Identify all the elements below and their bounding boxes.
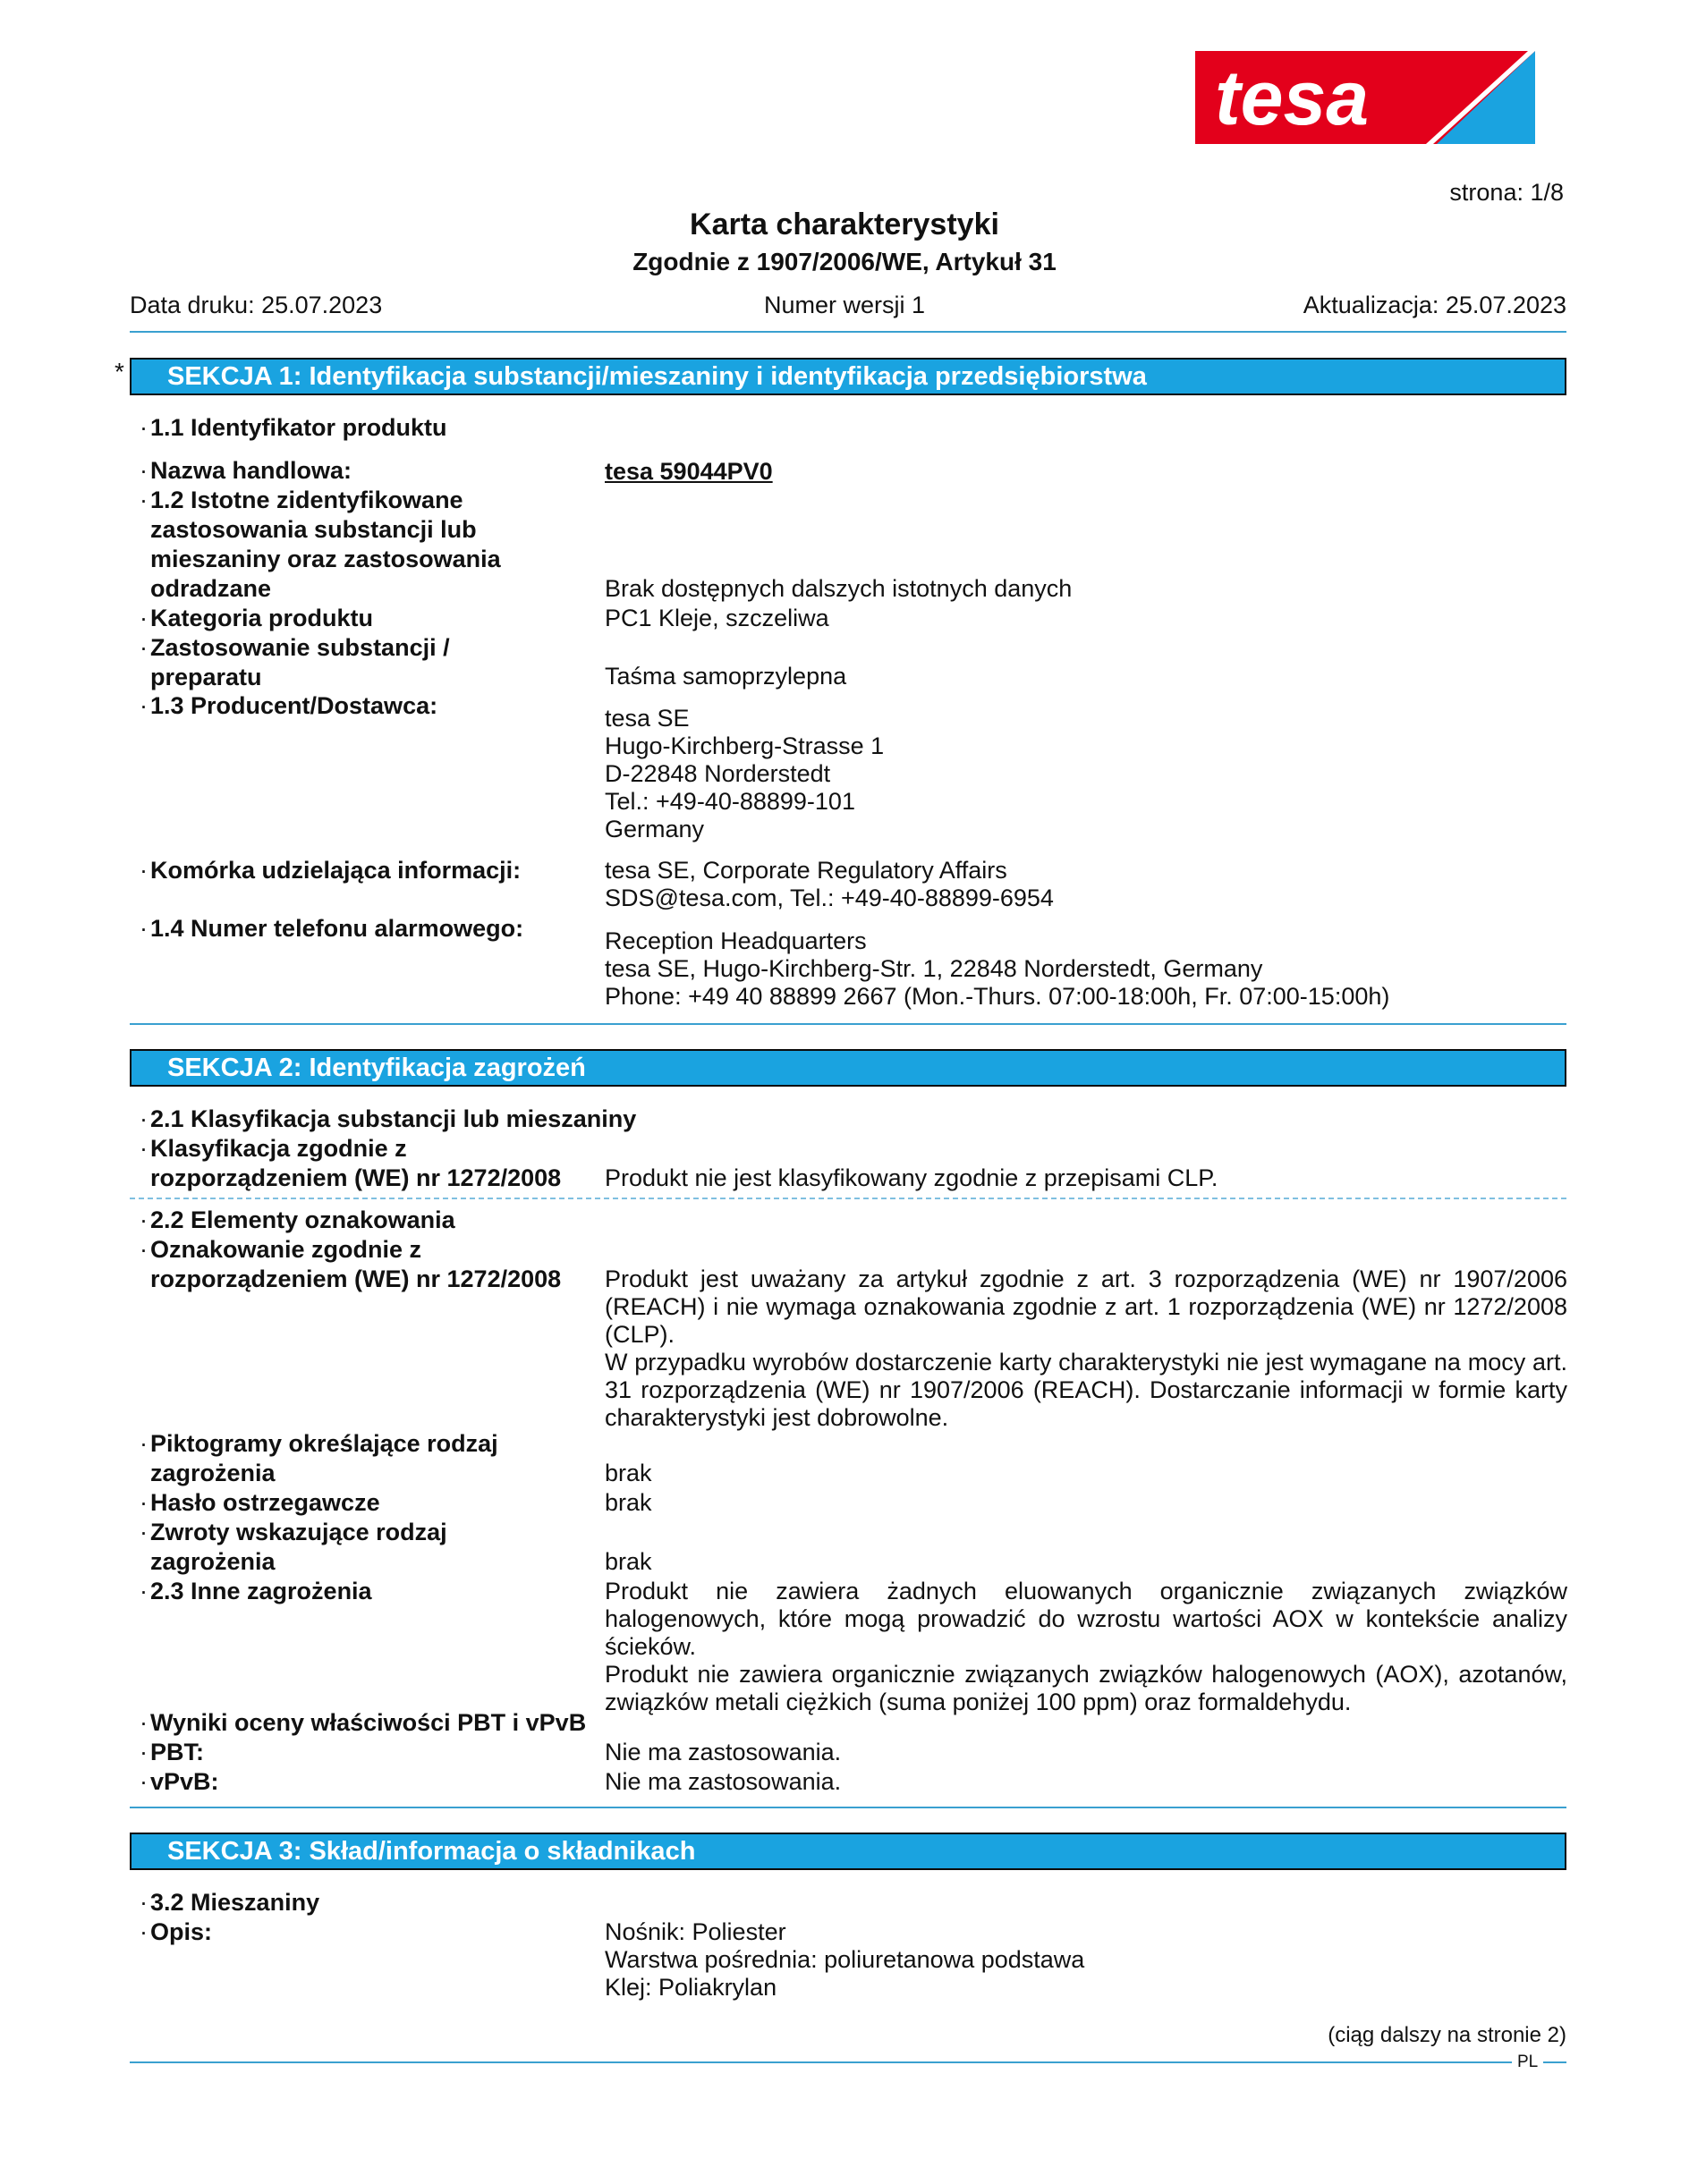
section-2-rule xyxy=(130,1807,1566,1808)
emergency-value: Reception Headquarters tesa SE, Hugo-Kirchberg-Str. 1, 22848 Norderstedt, Germany Phone: +49 40 88899 2667 (Mon.-Thurs. 07:00-18:00h, Fr. 07:00-15:00h) xyxy=(605,927,1390,1010)
info-label: · Komórka udzielająca informacji: xyxy=(140,857,522,884)
other-hazards-value: Produkt nie zawiera żadnych eluowanych organicznie związanych związków halogenowych, które mogą prowadzić do wzrostu wartości AOX w kontekście analizy ścieków. Produkt nie zawiera organicznie związanych związków halogenowych (AOX), azotanów, związków metali ciężkich (suma poniżej 100 ppm) oraz formaldehydu. xyxy=(605,1578,1567,1715)
use-label: · Zastosowanie substancji / preparatu xyxy=(140,634,450,690)
version-number: Numer wersji 1 xyxy=(763,292,926,318)
header-rule xyxy=(130,331,1566,333)
emergency-label: · 1.4 Numer telefonu alarmowego: xyxy=(140,915,524,942)
s1-2-label: · 1.2 Istotne zidentyfikowane zastosowania substancji lub mieszaniny oraz zastosowania odradzane xyxy=(140,487,501,602)
classification-label: · Klasyfikacja zgodnie z rozporządzeniem (WE) nr 1272/2008 xyxy=(140,1135,562,1191)
tesa-logo xyxy=(1195,51,1535,144)
labelling-label: · Oznakowanie zgodnie z rozporządzeniem (WE) nr 1272/2008 xyxy=(140,1236,562,1292)
use-value: Taśma samoprzylepna xyxy=(605,663,847,690)
document-subtitle: Zgodnie z 1907/2006/WE, Artykuł 31 xyxy=(632,248,1057,275)
s3-2-heading: · 3.2 Mieszaniny xyxy=(140,1889,320,1916)
labelling-value: Produkt jest uważany za artykuł zgodnie z art. 3 rozporządzenia (WE) nr 1907/2006 (REACH) i nie wymaga oznakowania zgodnie z art. 1 rozporządzenia (WE) nr 1272/2008 (CLP). W przypadku wyrobów dostarczenie karty charakterystyki nie jest wymagane na mocy art. 31 rozporządzenia (WE) nr 1907/2006 (REACH). Dostarczanie informacji w formie karty charakterystyki jest dobrowolne. xyxy=(605,1266,1567,1431)
pictograms-label: · Piktogramy określające rodzaj zagrożenia xyxy=(140,1430,498,1486)
hazard-statements-value: brak xyxy=(605,1548,652,1575)
pictograms-value: brak xyxy=(605,1460,652,1486)
pbt-label: · PBT: xyxy=(140,1739,204,1765)
dashed-divider xyxy=(130,1198,1566,1199)
pbt-heading: · Wyniki oceny właściwości PBT i vPvB xyxy=(140,1709,587,1736)
producer-value: tesa SE Hugo-Kirchberg-Strasse 1 D-22848 Norderstedt Tel.: +49-40-88899-101 Germany xyxy=(605,705,885,842)
logo-wordmark: tesa xyxy=(1215,55,1370,141)
section-1-rule xyxy=(130,1023,1566,1025)
section-3-header: SEKCJA 3: Skład/informacja o składnikach xyxy=(130,1833,1566,1870)
trade-name-label: · Nazwa handlowa: xyxy=(140,457,352,484)
vpvb-value: Nie ma zastosowania. xyxy=(605,1768,842,1795)
vpvb-label: · vPvB: xyxy=(140,1768,219,1795)
pbt-value: Nie ma zastosowania. xyxy=(605,1739,842,1765)
category-value: PC1 Kleje, szczeliwa xyxy=(605,605,829,631)
other-hazards-label: · 2.3 Inne zagrożenia xyxy=(140,1578,372,1604)
description-value: Nośnik: Poliester Warstwa pośrednia: poliuretanowa podstawa Klej: Poliakrylan xyxy=(605,1918,1085,2001)
producer-label: · 1.3 Producent/Dostawca: xyxy=(140,692,438,719)
document-title: Karta charakterystyki xyxy=(690,207,999,241)
s2-1-heading: · 2.1 Klasyfikacja substancji lub mieszaniny xyxy=(140,1105,637,1132)
section-1-header: SEKCJA 1: Identyfikacja substancji/mieszaniny i identyfikacja przedsiębiorstwa xyxy=(130,358,1566,395)
s1-1-heading: · 1.1 Identyfikator produktu xyxy=(140,414,447,441)
print-date: Data druku: 25.07.2023 xyxy=(130,292,383,318)
section-2-header: SEKCJA 2: Identyfikacja zagrożeń xyxy=(130,1049,1566,1087)
info-value: tesa SE, Corporate Regulatory Affairs SDS@tesa.com, Tel.: +49-40-88899-6954 xyxy=(605,857,1054,911)
s1-2-value: Brak dostępnych dalszych istotnych danych xyxy=(605,575,1073,602)
hazard-statements-label: · Zwroty wskazujące rodzaj zagrożenia xyxy=(140,1519,447,1575)
language-code: PL xyxy=(1512,2053,1543,2072)
continued-note: (ciąg dalszy na stronie 2) xyxy=(1328,2023,1566,2047)
s2-2-heading: · 2.2 Elementy oznakowania xyxy=(140,1206,455,1233)
category-label: · Kategoria produktu xyxy=(140,605,374,631)
trade-name-value: tesa 59044PV0 xyxy=(605,458,773,485)
signal-word-value: brak xyxy=(605,1489,652,1516)
footer-rule xyxy=(130,2061,1566,2063)
update-date: Aktualizacja: 25.07.2023 xyxy=(1303,292,1566,318)
signal-word-label: · Hasło ostrzegawcze xyxy=(140,1489,380,1516)
page-number: strona: 1/8 xyxy=(1449,179,1564,206)
classification-value: Produkt nie jest klasyfikowany zgodnie z przepisami CLP. xyxy=(605,1164,1218,1191)
revision-marker: * xyxy=(115,358,124,385)
description-label: · Opis: xyxy=(140,1918,213,1945)
